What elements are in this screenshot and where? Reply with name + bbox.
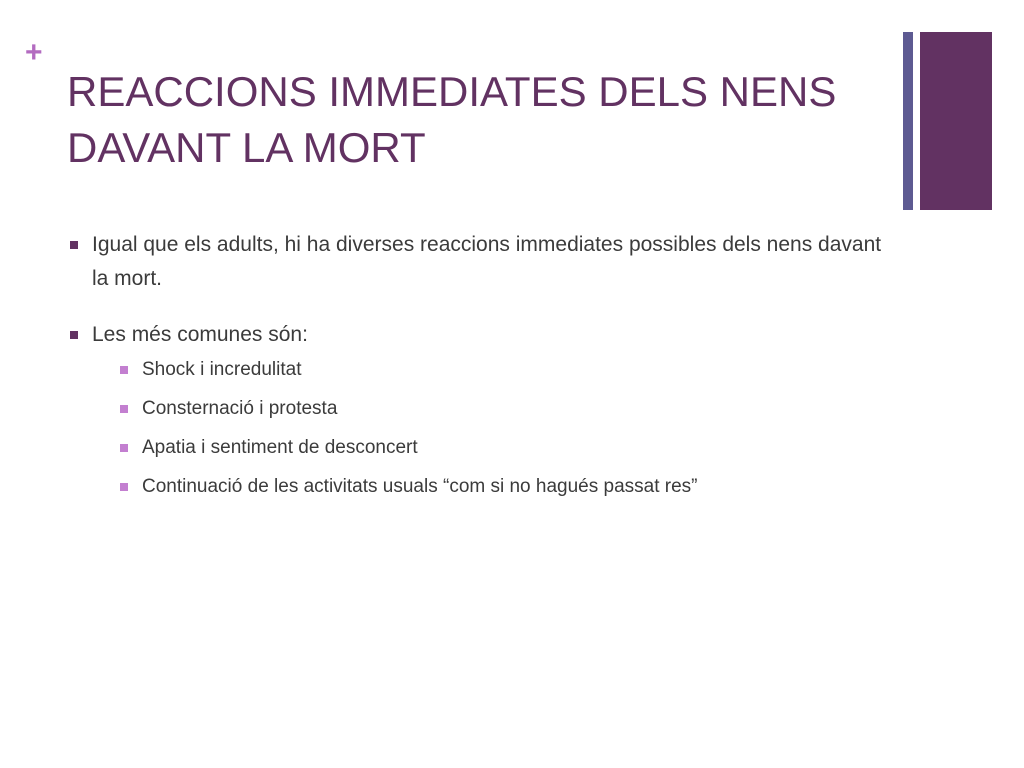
bullet-item: [67, 318, 887, 501]
sub-bullet-text: Continuació de les activitats usuals “com si no hagués passat res”: [142, 476, 698, 497]
sub-bullet-item: [92, 395, 887, 423]
title-line-2: DAVANT LA MORT: [67, 124, 426, 171]
decorative-bar-wide: [920, 32, 992, 210]
slide-content: [67, 228, 887, 523]
title-line-1: REACCIONS IMMEDIATES DELS NENS: [67, 68, 837, 115]
sub-bullet-item: [92, 473, 887, 501]
sub-bullet-item: [92, 434, 887, 462]
slide-title: [67, 64, 887, 176]
square-bullet-icon: [70, 331, 78, 339]
bullet-text: Les més comunes són:: [92, 323, 308, 346]
sub-bullet-list: [92, 356, 887, 501]
square-bullet-icon: [70, 241, 78, 249]
square-bullet-icon: [120, 405, 128, 413]
decorative-bar-thin: [903, 32, 913, 210]
plus-icon: +: [25, 36, 43, 69]
sub-bullet-text: Shock i incredulitat: [142, 359, 302, 380]
sub-bullet-text: Consternació i protesta: [142, 398, 338, 419]
square-bullet-icon: [120, 444, 128, 452]
bullet-item: [67, 228, 887, 296]
square-bullet-icon: [120, 483, 128, 491]
square-bullet-icon: [120, 366, 128, 374]
bullet-text: Igual que els adults, hi ha diverses reaccions immediates possibles dels nens davant la mort.: [92, 233, 882, 290]
sub-bullet-text: Apatia i sentiment de desconcert: [142, 437, 418, 458]
sub-bullet-item: [92, 356, 887, 384]
